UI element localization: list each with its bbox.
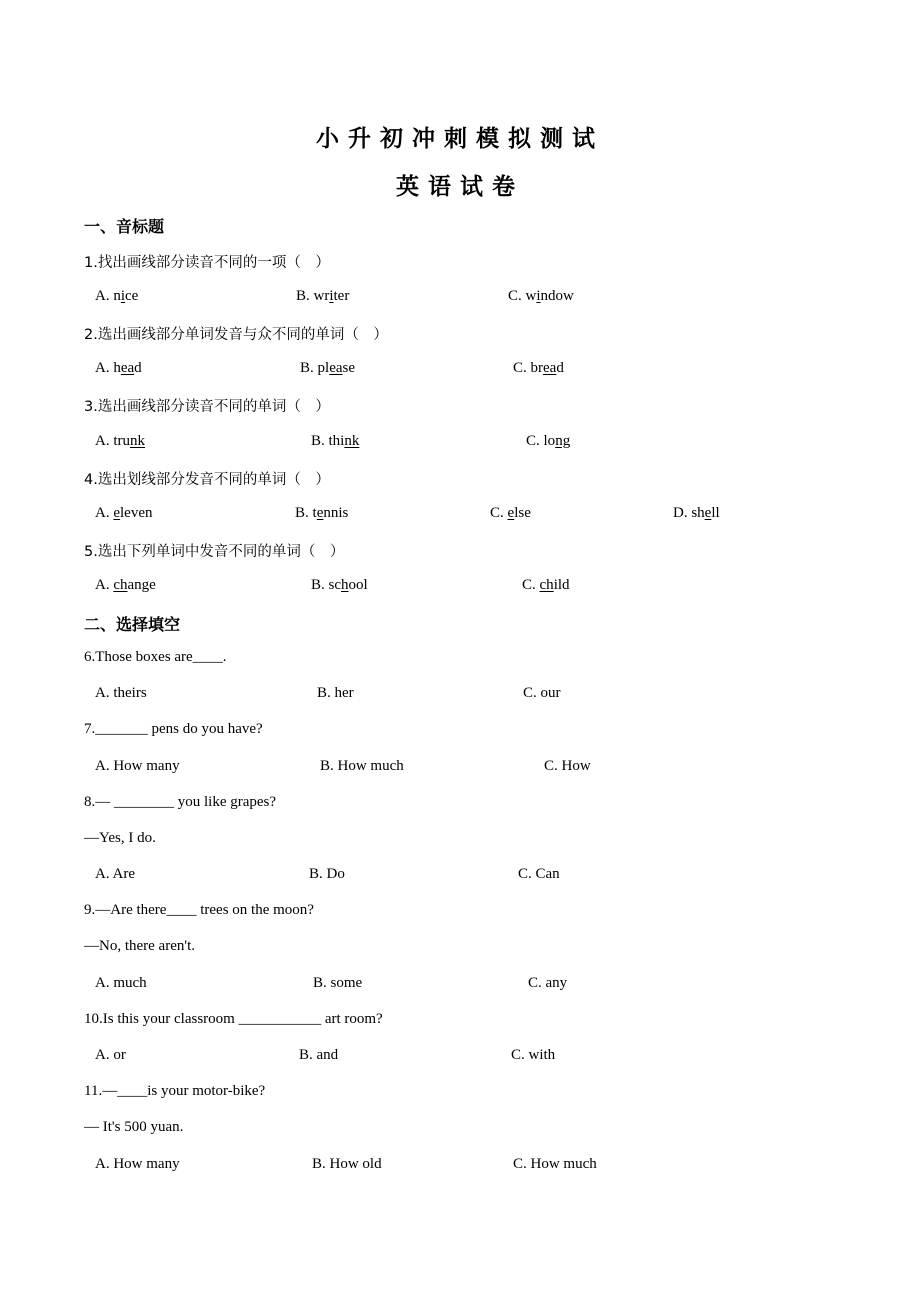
question-11-option-a: A. How many — [95, 1156, 180, 1172]
question-7-option-c: C. How — [544, 758, 591, 774]
page-subtitle: 英语试卷 — [396, 174, 524, 200]
page-title: 小升初冲刺模拟测试 — [316, 126, 604, 152]
question-1-stem: 1.找出画线部分读音不同的一项（ ） — [84, 255, 330, 271]
question-8-stem: 8.— ________ you like grapes? — [84, 794, 277, 810]
question-9-dialogue: —No, there aren't. — [84, 938, 195, 954]
question-1-option-a: A. nice — [95, 288, 139, 304]
question-4-option-a: A. eleven — [95, 505, 153, 521]
question-11-option-c: C. How much — [513, 1156, 597, 1172]
question-2-stem: 2.选出画线部分单词发音与众不同的单词（ ） — [84, 327, 388, 343]
question-6-option-b: B. her — [317, 685, 354, 701]
section-heading-multiple-choice: 二、选择填空 — [84, 615, 181, 634]
question-5-option-c: C. child — [522, 577, 570, 593]
question-1-option-c: C. window — [508, 288, 574, 304]
question-9-option-c: C. any — [528, 975, 568, 991]
question-7-option-a: A. How many — [95, 758, 180, 774]
question-2-option-c: C. bread — [513, 360, 564, 376]
question-6-option-c: C. our — [523, 685, 561, 701]
question-10-stem: 10.Is this your classroom ___________ art room? — [84, 1011, 383, 1027]
question-3-option-c: C. long — [526, 433, 571, 449]
question-1-option-b: B. writer — [296, 288, 350, 304]
question-11-dialogue: — It's 500 yuan. — [84, 1119, 184, 1135]
question-7-stem: 7._______ pens do you have? — [84, 721, 263, 737]
question-10-option-c: C. with — [511, 1047, 556, 1063]
question-3-stem: 3.选出画线部分读音不同的单词（ ） — [84, 399, 330, 415]
section-heading-phonetics: 一、音标题 — [84, 217, 165, 236]
question-6-option-a: A. theirs — [95, 685, 147, 701]
question-9-stem: 9.—Are there____ trees on the moon? — [84, 902, 314, 918]
question-10-option-b: B. and — [299, 1047, 339, 1063]
question-11-stem: 11.—____is your motor-bike? — [84, 1083, 266, 1099]
question-8-option-c: C. Can — [518, 866, 560, 882]
question-5-stem: 5.选出下列单词中发音不同的单词（ ） — [84, 544, 345, 560]
question-3-option-a: A. trunk — [95, 433, 145, 449]
question-3-option-b: B. think — [311, 433, 360, 449]
question-8-option-a: A. Are — [95, 866, 135, 882]
question-7-option-b: B. How much — [320, 758, 404, 774]
question-10-option-a: A. or — [95, 1047, 126, 1063]
question-4-option-b: B. tennis — [295, 505, 349, 521]
question-5-option-a: A. change — [95, 577, 156, 593]
question-11-option-b: B. How old — [312, 1156, 382, 1172]
question-9-option-b: B. some — [313, 975, 363, 991]
question-2-option-b: B. please — [300, 360, 356, 376]
question-2-option-a: A. head — [95, 360, 142, 376]
question-6-stem: 6.Those boxes are____. — [84, 649, 227, 665]
question-4-option-d: D. shell — [673, 505, 720, 521]
question-4-stem: 4.选出划线部分发音不同的单词（ ） — [84, 472, 330, 488]
question-8-dialogue: —Yes, I do. — [84, 830, 156, 846]
question-4-option-c: C. else — [490, 505, 531, 521]
question-9-option-a: A. much — [95, 975, 147, 991]
question-8-option-b: B. Do — [309, 866, 345, 882]
question-5-option-b: B. school — [311, 577, 368, 593]
